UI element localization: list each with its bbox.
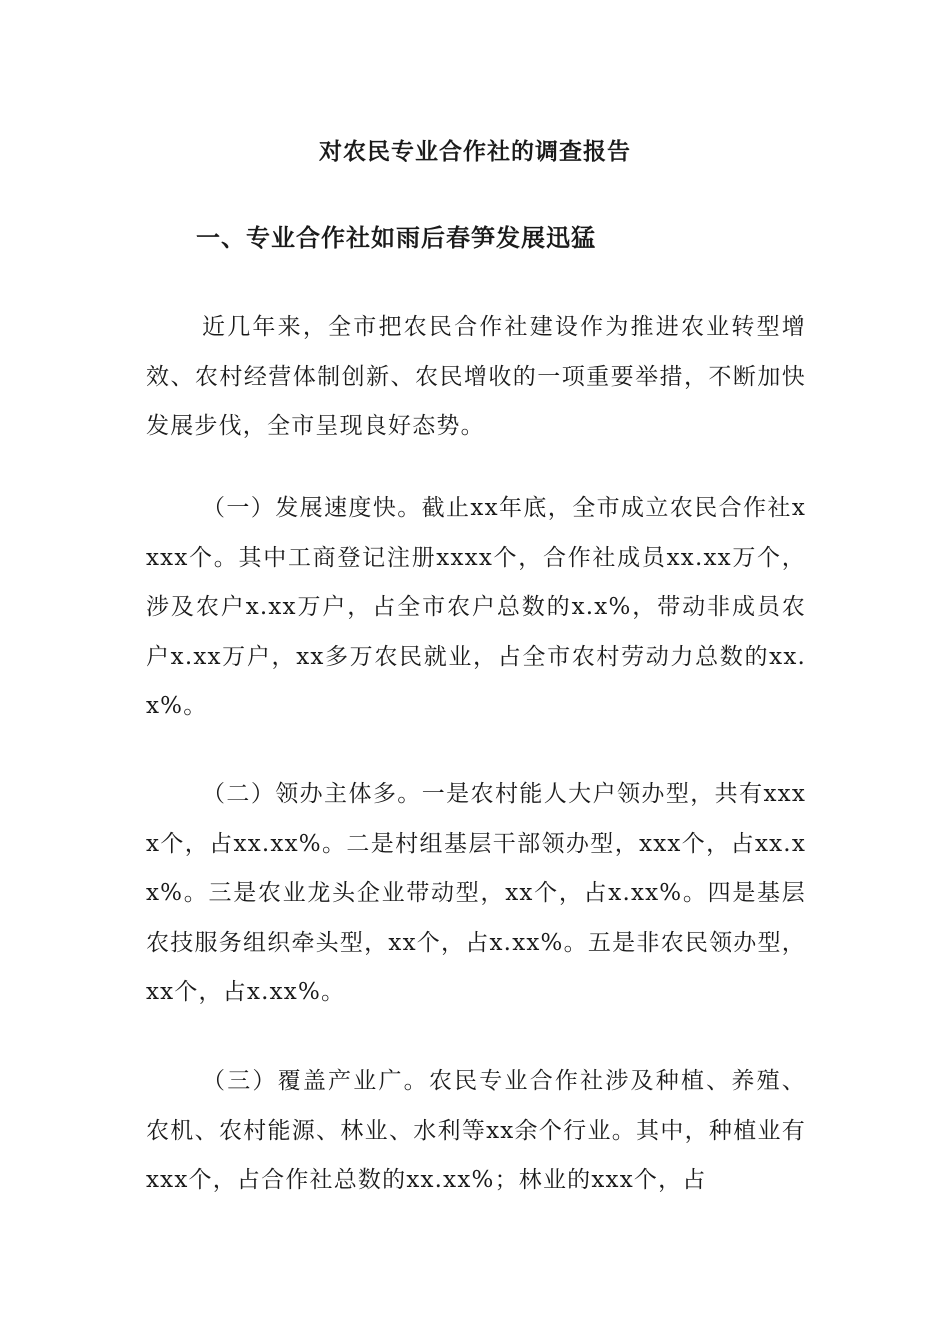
section-heading: 一、专业合作社如雨后春笋发展迅猛 — [196, 223, 596, 252]
paragraph-development-speed: （一）发展速度快。截止xx年底，全市成立农民合作社xxxx个。其中工商登记注册xxxx个，合作社成员xx.xx万个，涉及农户x.xx万户，占全市农户总数的x.x%，带动非成员农户x.xx万户，xx多万农民就业，占全市农村劳动力总数的xx.x%。 — [146, 495, 806, 719]
paragraph-leading-subjects: （二）领办主体多。一是农村能人大户领办型，共有xxxx个，占xx.xx%。二是村组基层干部领办型，xxx个，占xx.xx%。三是农业龙头企业带动型，xx个，占x.xx%。四是基层农技服务组织牵头型，xx个，占x.xx%。五是非农民领办型，xx个，占x.xx%。 — [146, 781, 806, 1005]
document-title: 对农民专业合作社的调查报告 — [319, 138, 631, 165]
paragraph-industry-coverage: （三）覆盖产业广。农民专业合作社涉及种植、养殖、农机、农村能源、林业、水利等xx余个行业。其中，种植业有xxx个，占合作社总数的xx.xx%；林业的xxx个，占 — [146, 1068, 806, 1193]
paragraph-intro: 近几年来，全市把农民合作社建设作为推进农业转型增效、农村经营体制创新、农民增收的一项重要举措，不断加快发展步伐，全市呈现良好态势。 — [146, 314, 806, 439]
